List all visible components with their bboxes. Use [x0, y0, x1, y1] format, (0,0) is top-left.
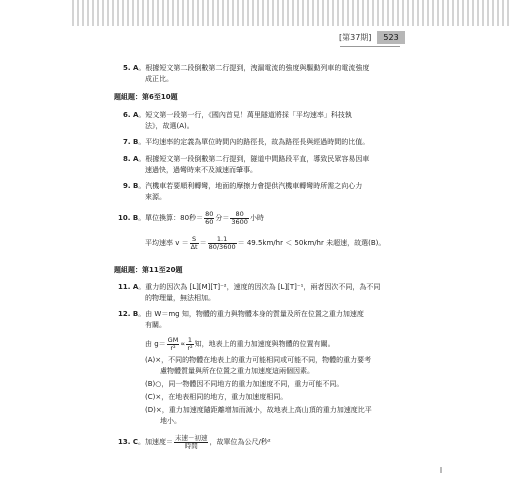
q11-number: 11. A — [118, 283, 139, 291]
q11-line2: 的物理量，無法相加。 — [145, 294, 215, 302]
group-heading-6-10: 題組題：第6至10題 — [114, 93, 178, 101]
q10-line2: 平均速率 v ＝ $\frac{S}{\Delta t}$ ＝ $\frac{1.1}{80/3600}$ ＝ 49.5km/hr ＜ 50km/hr 未超速，故選(B)。 — [145, 234, 386, 251]
q6-line2: 法》，故選(A)。 — [145, 122, 194, 130]
q9-number: 9. B — [123, 182, 139, 190]
fraction-80-60: $\frac{80}{60}$ — [205, 209, 214, 226]
q12-option-d-line1: (D)×，重力加速度隨距離增加而減小，故地表上高山頂的重力加速度比平 — [145, 406, 372, 414]
q5-line2: 成正比。 — [145, 75, 173, 83]
q11-line1: 11. A。重力的因次為 [L][M][T]⁻²，速度的因次為 [L][T]⁻¹，兩者因次不同，為不同 — [118, 283, 381, 291]
fraction-gm-r2: $\frac{GM}{\text{r²}}$ — [167, 335, 179, 352]
group-heading-11-20: 題組題：第11至20題 — [114, 266, 183, 274]
q10-line1: 10. B。單位換算：80秒＝ $\frac{80}{60}$ 分＝ $\frac{80}{3600}$ 小時 — [118, 209, 264, 226]
q5-number: 5. A — [123, 64, 139, 72]
q5-line1: 5. A。根據短文第二段倒數第二行提到，洩漏電流的強度與驅動列車的電流強度 — [123, 64, 370, 72]
page-edge-mark — [440, 467, 442, 473]
q6-number: 6. A — [123, 111, 139, 119]
fraction-1-r2: $\frac{1}{\text{r²}}$ — [187, 335, 193, 352]
q7-line1: 7. B。平均速率的定義為單位時間內的路徑長，故為路徑長與經過時間的比值。 — [123, 138, 370, 146]
q12-number: 12. B — [118, 310, 139, 318]
q10-number: 10. B — [118, 214, 139, 222]
q12-formula: 由 g＝ $\frac{GM}{\text{r²}}$ ∝ $\frac{1}{\text{r²}}$ 知，地表上的重力加速度與物體的位置有關。 — [145, 335, 335, 352]
q12-line1: 12. B。由 W＝mg 知，物體的重力與物體本身的質量及所在位置之重力加速度 — [118, 310, 364, 318]
header-divider — [340, 46, 400, 47]
q12-option-a-line1: (A)×，不同的物體在地表上的重力可能相同或可能不同，物體的重力要考 — [145, 356, 372, 364]
q6-line1: 6. A。短文第一段第一行，《國內首見！萬里隧道將採「平均速率」科技執 — [123, 111, 352, 119]
q9-line2: 來源。 — [145, 193, 166, 201]
q12-option-c: (C)×，在地表相同的地方，重力加速度相同。 — [145, 393, 288, 401]
q8-line1: 8. A。根據短文第一段倒數第二行提到，隧道中間路段平直，導致民眾容易因車 — [123, 155, 370, 163]
q7-number: 7. B — [123, 138, 139, 146]
q12-line2: 有關。 — [145, 321, 166, 329]
q13-number: 13. C — [118, 438, 138, 446]
q12-option-b: (B)○，同一物體因不同地方的重力加速度不同，重力可能不同。 — [145, 380, 344, 388]
q12-option-d-line2: 地小。 — [160, 417, 181, 425]
issue-label: [第37期] — [339, 32, 372, 42]
fraction-acceleration: $\frac{\text{末速－初速}}{\text{時間}}$ — [174, 433, 208, 450]
page-number: 523 — [377, 31, 404, 44]
fraction-1.1-80-3600: $\frac{1.1}{80/3600}$ — [208, 234, 236, 251]
fraction-s-dt: $\frac{S}{\Delta t}$ — [190, 234, 198, 251]
q12-option-a-line2: 慮物體質量與所在位置之重力加速度這兩個因素。 — [160, 367, 314, 375]
fraction-80-3600: $\frac{80}{3600}$ — [231, 209, 248, 226]
q8-line2: 速過快，過彎時來不及減速而肇事。 — [145, 166, 257, 174]
q8-number: 8. A — [123, 155, 139, 163]
decorative-stripe-band — [72, 0, 512, 26]
page-header — [335, 30, 405, 44]
q13-line1: 13. C。加速度＝ $\frac{\text{末速－初速}}{\text{時間}}$ ，故單位為公尺/秒² — [118, 433, 271, 450]
q9-line1: 9. B。汽機車若要順利轉彎，地面的摩擦力會提供汽機車轉彎時所需之向心力 — [123, 182, 363, 190]
